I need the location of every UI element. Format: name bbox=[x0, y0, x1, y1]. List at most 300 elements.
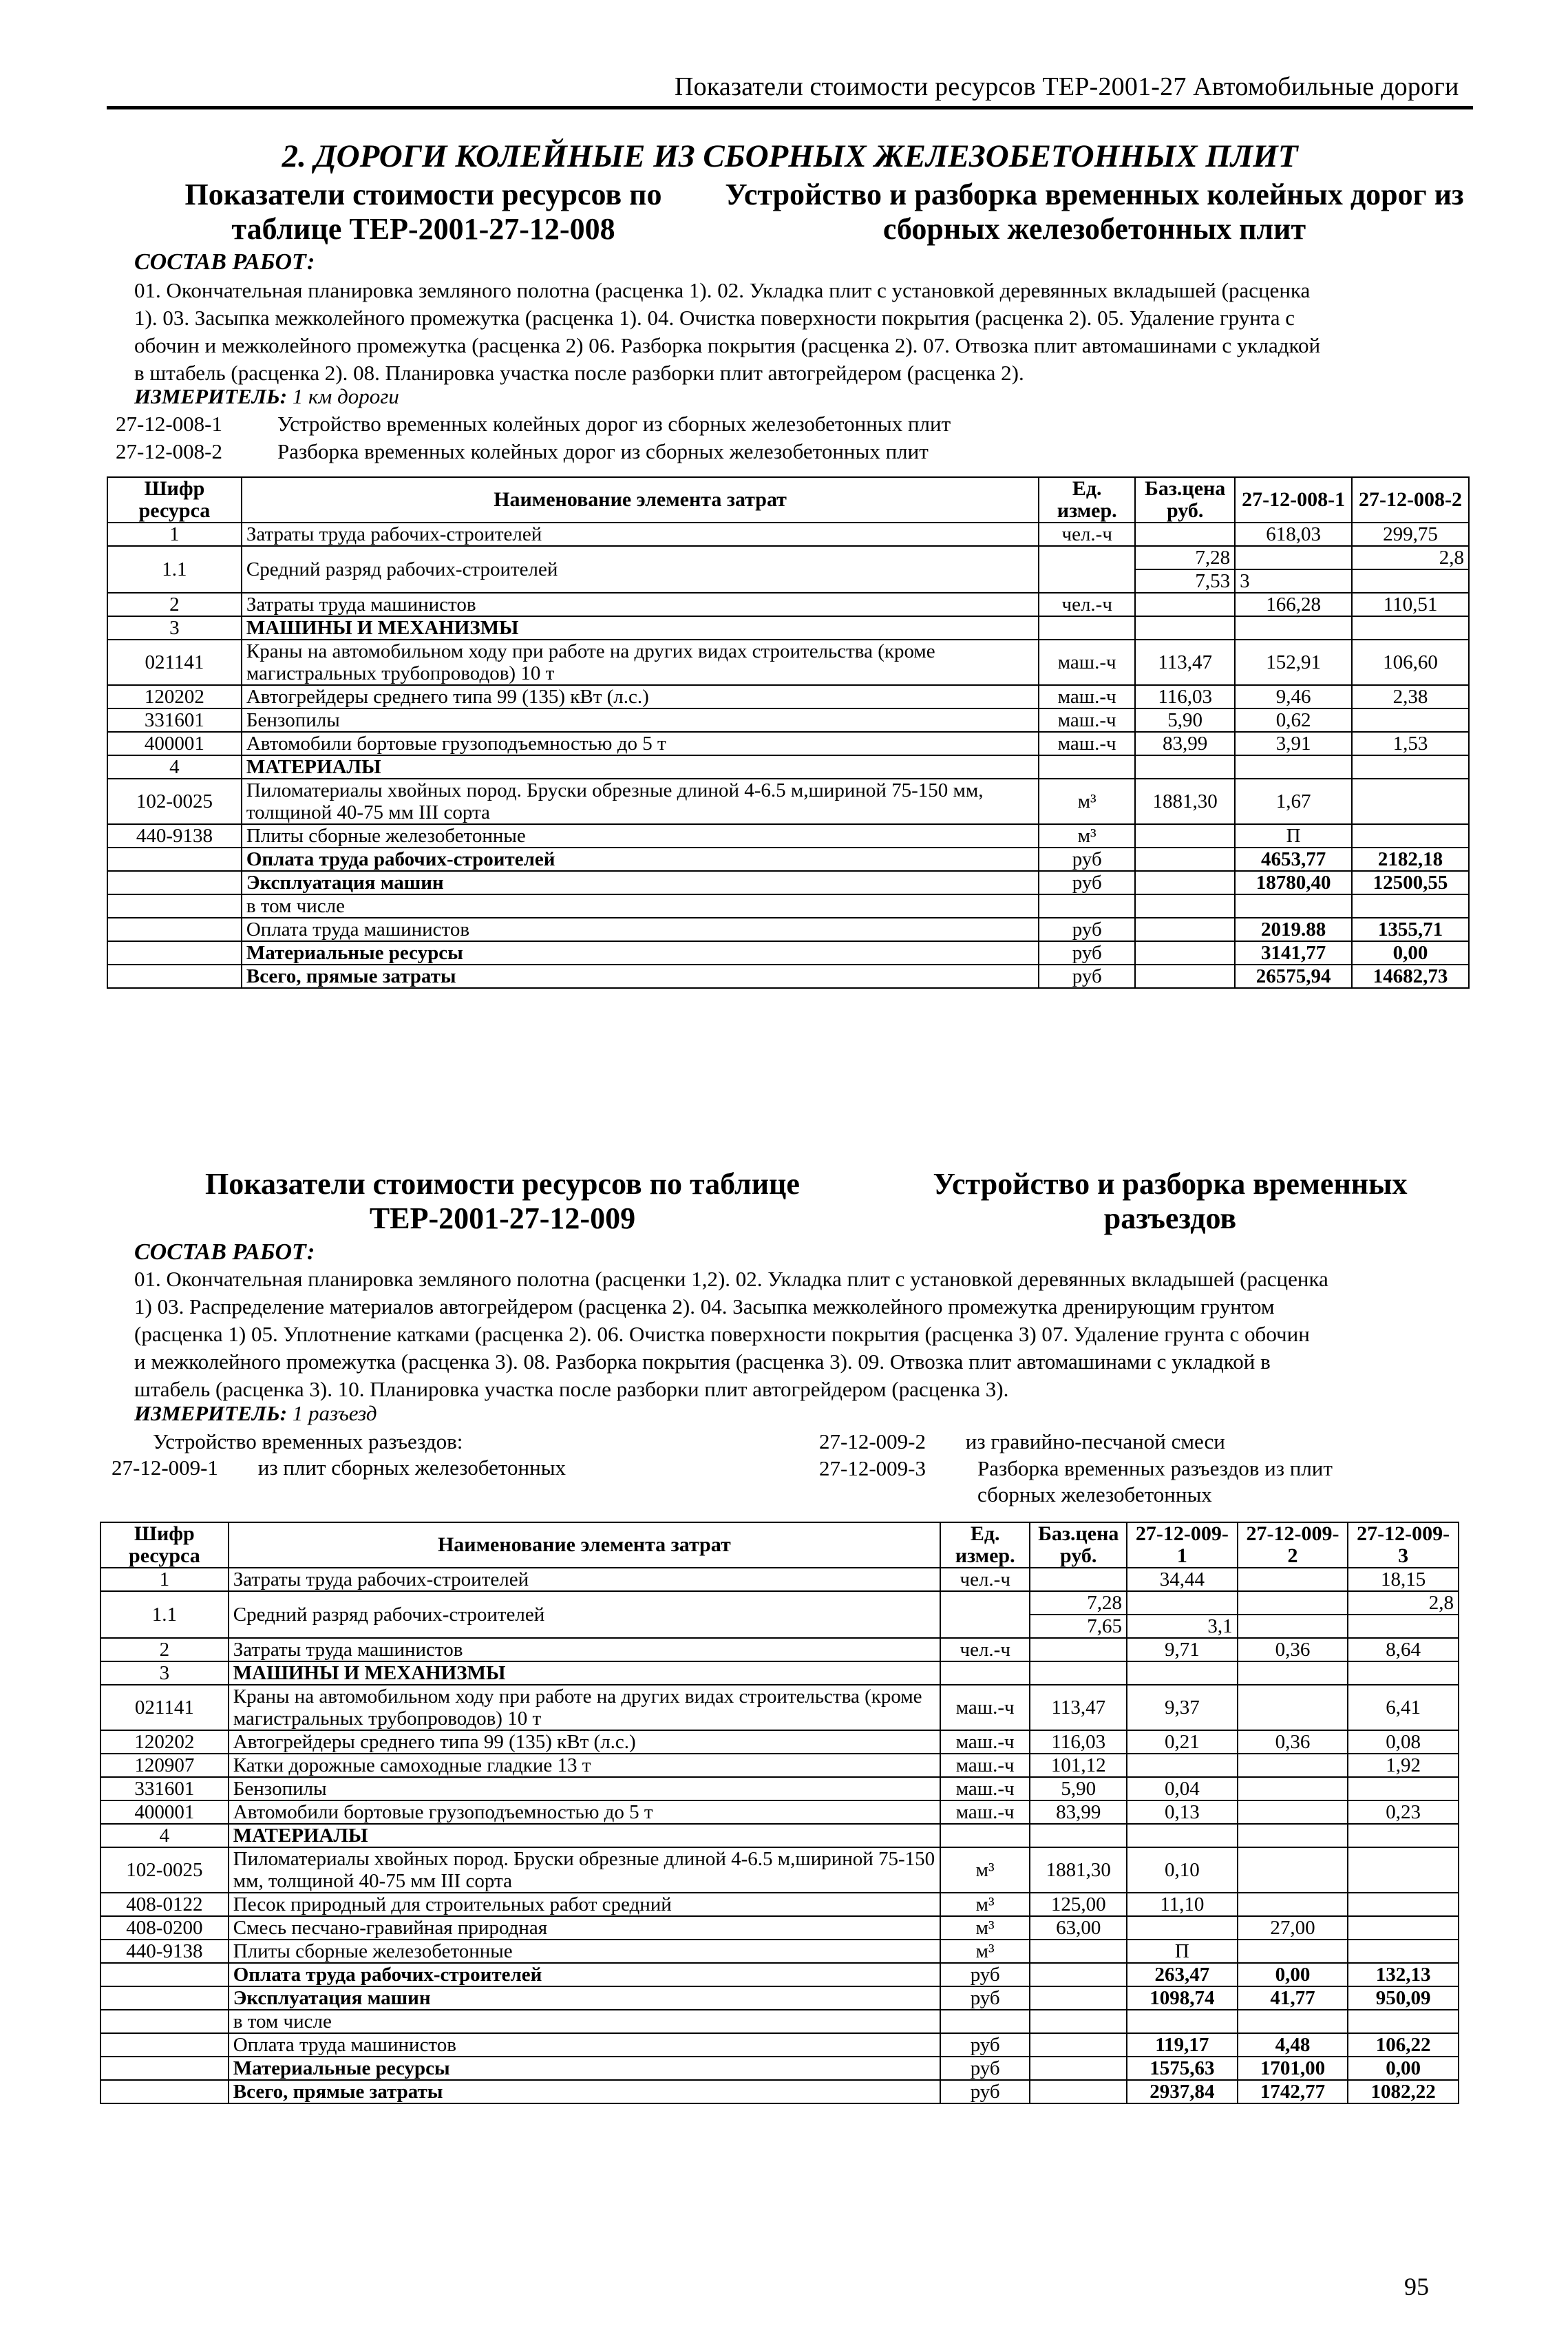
table-cell: Средний разряд рабочих-строителей bbox=[242, 546, 1039, 593]
table-cell bbox=[1127, 2010, 1238, 2033]
table-cell bbox=[1135, 894, 1235, 918]
table-cell: МАТЕРИАЛЫ bbox=[242, 755, 1039, 779]
works-line: обочин и межколейного промежутка (расценка 2) 06. Разборка покрытия (расценка 2). 07. Отвозка плит автомашинами с укладкой bbox=[134, 333, 1321, 357]
table-cell: 0,36 bbox=[1238, 1730, 1348, 1754]
table-cell: 5,90 bbox=[1030, 1777, 1127, 1800]
block2-meter-label: ИЗМЕРИТЕЛЬ: bbox=[134, 1401, 288, 1425]
header-col3: 27-12-009-3 bbox=[1348, 1522, 1459, 1568]
table-cell: руб bbox=[940, 2080, 1030, 2103]
total-row bbox=[100, 1986, 1459, 2010]
works-line: штабель (расценка 3). 10. Планировка участка после разборки плит автогрейдером (расценка 3). bbox=[134, 1377, 1009, 1401]
table-cell: Автогрейдеры среднего типа 99 (135) кВт (л.с.) bbox=[229, 1730, 940, 1754]
table-cell: 0,00 bbox=[1352, 941, 1469, 965]
table-cell: Автомобили бортовые грузоподъемностью до 5 т bbox=[242, 732, 1039, 755]
table-cell bbox=[1238, 1893, 1348, 1916]
table-cell: Автомобили бортовые грузоподъемностью до 5 т bbox=[229, 1800, 940, 1824]
table-cell bbox=[1348, 1615, 1459, 1638]
code-number: 27-12-008-1 bbox=[116, 412, 222, 436]
table-cell bbox=[100, 2057, 229, 2080]
table-cell bbox=[1352, 779, 1469, 824]
block1-code-list bbox=[116, 410, 951, 465]
table-row bbox=[107, 824, 1469, 848]
table-row bbox=[107, 779, 1469, 824]
code-number: 27-12-008-2 bbox=[116, 439, 222, 463]
table-cell: 102-0025 bbox=[100, 1847, 229, 1893]
header-col1: 27-12-009-1 bbox=[1127, 1522, 1238, 1568]
table-cell: 18780,40 bbox=[1235, 871, 1352, 894]
table-cell: 152,91 bbox=[1235, 640, 1352, 685]
table-row bbox=[100, 1824, 1459, 1847]
section-title: 2. ДОРОГИ КОЛЕЙНЫЕ ИЗ СБОРНЫХ ЖЕЛЕЗОБЕТОННЫХ ПЛИТ bbox=[282, 138, 1298, 174]
table-cell bbox=[1238, 1615, 1348, 1638]
table-cell: 12500,55 bbox=[1352, 871, 1469, 894]
block1-title-left bbox=[138, 178, 709, 246]
block1-meter bbox=[134, 384, 399, 409]
table-row bbox=[107, 755, 1469, 779]
table-cell: 102-0025 bbox=[107, 779, 242, 824]
table-cell bbox=[940, 1661, 1030, 1685]
table-row bbox=[100, 1730, 1459, 1754]
block2-title-left-line1: Показатели стоимости ресурсов по таблице bbox=[205, 1167, 800, 1201]
header-code: Шифр ресурса bbox=[100, 1522, 229, 1568]
table-cell: 9,46 bbox=[1235, 685, 1352, 708]
table-cell: 2937,84 bbox=[1127, 2080, 1238, 2103]
table-cell: 41,77 bbox=[1238, 1986, 1348, 2010]
table-cell: руб bbox=[1039, 941, 1135, 965]
table-cell bbox=[1135, 593, 1235, 616]
table-cell: 4653,77 bbox=[1235, 848, 1352, 871]
table-cell bbox=[1135, 871, 1235, 894]
table-cell bbox=[100, 2080, 229, 2103]
table-cell: 0,23 bbox=[1348, 1800, 1459, 1824]
block2-title-right-line2: разъездов bbox=[1103, 1201, 1237, 1235]
table-cell: 83,99 bbox=[1135, 732, 1235, 755]
table-cell bbox=[1030, 1568, 1127, 1591]
table-cell: Смесь песчано-гравийная природная bbox=[229, 1916, 940, 1940]
code-text: из гравийно-песчаной смеси bbox=[965, 1429, 1225, 1453]
table-cell: руб bbox=[1039, 918, 1135, 941]
table-cell: м³ bbox=[940, 1916, 1030, 1940]
header-rule bbox=[107, 106, 1473, 109]
table-cell bbox=[940, 2010, 1030, 2033]
table-row bbox=[100, 1638, 1459, 1661]
table-cell bbox=[107, 871, 242, 894]
table-cell: 1701,00 bbox=[1238, 2057, 1348, 2080]
table-cell: 1098,74 bbox=[1127, 1986, 1238, 2010]
table-cell: 0,10 bbox=[1127, 1847, 1238, 1893]
table-cell: Материальные ресурсы bbox=[242, 941, 1039, 965]
table-cell bbox=[1238, 1568, 1348, 1591]
table-cell bbox=[1127, 1824, 1238, 1847]
table-cell: маш.-ч bbox=[940, 1800, 1030, 1824]
table-cell: маш.-ч bbox=[1039, 685, 1135, 708]
header-price: Баз.цена руб. bbox=[1030, 1522, 1127, 1568]
table-cell: 3 bbox=[100, 1661, 229, 1685]
table-cell: 950,09 bbox=[1348, 1986, 1459, 2010]
table-cell: м³ bbox=[1039, 779, 1135, 824]
table-row bbox=[100, 1893, 1459, 1916]
table-cell: 11,10 bbox=[1127, 1893, 1238, 1916]
table-cell: 113,47 bbox=[1135, 640, 1235, 685]
table-cell: 119,17 bbox=[1127, 2033, 1238, 2057]
table-cell bbox=[1127, 1661, 1238, 1685]
table-cell bbox=[100, 1963, 229, 1986]
table-cell: чел.-ч bbox=[940, 1638, 1030, 1661]
block2-codes-intro: Устройство временных разъездов: bbox=[153, 1429, 463, 1453]
header-price: Баз.цена руб. bbox=[1135, 477, 1235, 523]
running-header: Показатели стоимости ресурсов ТЕР-2001-27 Автомобильные дороги bbox=[675, 72, 1459, 101]
table-cell: 125,00 bbox=[1030, 1893, 1127, 1916]
table-cell bbox=[1348, 1824, 1459, 1847]
table-cell: 110,51 bbox=[1352, 593, 1469, 616]
table-row bbox=[107, 616, 1469, 640]
table-cell: 1082,22 bbox=[1348, 2080, 1459, 2103]
table-cell bbox=[1127, 1754, 1238, 1777]
table-cell: Средний разряд рабочих-строителей bbox=[229, 1591, 940, 1638]
table-cell: 0,08 bbox=[1348, 1730, 1459, 1754]
table-cell: 0,00 bbox=[1348, 2057, 1459, 2080]
table-cell: МАШИНЫ И МЕХАНИЗМЫ bbox=[242, 616, 1039, 640]
header-col2: 27-12-008-2 bbox=[1352, 477, 1469, 523]
table-cell: Бензопилы bbox=[242, 708, 1039, 732]
table-header-row bbox=[100, 1522, 1459, 1568]
table-cell bbox=[1135, 755, 1235, 779]
table-cell bbox=[1135, 941, 1235, 965]
table-cell bbox=[1039, 616, 1135, 640]
table-cell: маш.-ч bbox=[940, 1754, 1030, 1777]
total-row bbox=[107, 918, 1469, 941]
works-line: в штабель (расценка 2). 08. Планировка участка после разборки плит автогрейдером (расценка 2). bbox=[134, 361, 1024, 385]
table-cell: 1,92 bbox=[1348, 1754, 1459, 1777]
table-cell: 1.1 bbox=[100, 1591, 229, 1638]
code-list-item bbox=[116, 438, 951, 465]
table-cell bbox=[1135, 918, 1235, 941]
table-cell: Оплата труда машинистов bbox=[242, 918, 1039, 941]
block1-title-left-line2: таблице ТЕР-2001-27-12-008 bbox=[231, 212, 615, 246]
works-line: 01. Окончательная планировка земляного полотна (расценки 1,2). 02. Укладка плит с установкой деревянных вкладышей (расценка bbox=[134, 1267, 1328, 1291]
table-cell: 299,75 bbox=[1352, 523, 1469, 546]
table-cell: руб bbox=[1039, 965, 1135, 988]
block1-meter-value: 1 км дороги bbox=[292, 384, 399, 408]
table-cell bbox=[1135, 848, 1235, 871]
table-cell: Плиты сборные железобетонные bbox=[242, 824, 1039, 848]
works-line: (расценка 1) 05. Уплотнение катками (расценка 2). 06. Очистка поверхности покрытия (расценка 3) 07. Удаление грунта с обочин bbox=[134, 1322, 1310, 1346]
table-cell: 14682,73 bbox=[1352, 965, 1469, 988]
block1-meter-label: ИЗМЕРИТЕЛЬ: bbox=[134, 384, 288, 408]
code-list-item bbox=[116, 410, 951, 438]
table-cell: 113,47 bbox=[1030, 1685, 1127, 1730]
works-line: 1). 03. Засыпка межколейного промежутка (расценка 1). 04. Очистка поверхности покрытия (расценка 2). 05. Удаление грунта с bbox=[134, 306, 1295, 330]
table-row bbox=[100, 1847, 1459, 1893]
table-cell: 2,8 bbox=[1352, 546, 1469, 569]
total-row bbox=[100, 1963, 1459, 1986]
table-cell: Краны на автомобильном ходу при работе на других видах строительства (кроме магистральных трубопроводов) 10 т bbox=[229, 1685, 940, 1730]
table-row bbox=[107, 640, 1469, 685]
header-name: Наименование элемента затрат bbox=[229, 1522, 940, 1568]
code-number: 27-12-009-1 bbox=[112, 1456, 218, 1480]
table-cell: 83,99 bbox=[1030, 1800, 1127, 1824]
table-row bbox=[100, 1940, 1459, 1963]
table-cell: 408-0200 bbox=[100, 1916, 229, 1940]
header-col1: 27-12-008-1 bbox=[1235, 477, 1352, 523]
table-cell bbox=[1348, 2010, 1459, 2033]
table-cell: П bbox=[1127, 1940, 1238, 1963]
table-cell: 18,15 bbox=[1348, 1568, 1459, 1591]
table-cell: 331601 bbox=[100, 1777, 229, 1800]
block1-works-label: СОСТАВ РАБОТ: bbox=[134, 249, 315, 275]
table-cell bbox=[1352, 894, 1469, 918]
table-cell bbox=[1039, 755, 1135, 779]
total-row bbox=[100, 2057, 1459, 2080]
table-cell: Эксплуатация машин bbox=[229, 1986, 940, 2010]
block2-code-2 bbox=[819, 1429, 1225, 1454]
table-cell: руб bbox=[1039, 848, 1135, 871]
table-cell bbox=[1039, 894, 1135, 918]
table-cell bbox=[1238, 1940, 1348, 1963]
table-cell: 2,38 bbox=[1352, 685, 1469, 708]
table-row bbox=[107, 708, 1469, 732]
table-cell: Краны на автомобильном ходу при работе на других видах строительства (кроме магистральных трубопроводов) 10 т bbox=[242, 640, 1039, 685]
block2-works-text bbox=[134, 1265, 1470, 1403]
block1-works-text bbox=[134, 277, 1470, 387]
table-cell bbox=[1030, 1661, 1127, 1685]
table-cell: 116,03 bbox=[1030, 1730, 1127, 1754]
table-cell: 5,90 bbox=[1135, 708, 1235, 732]
table-cell bbox=[1030, 1963, 1127, 1986]
table-cell: 120202 bbox=[100, 1730, 229, 1754]
table-cell bbox=[1030, 2010, 1127, 2033]
table-cell: Оплата труда рабочих-строителей bbox=[229, 1963, 940, 1986]
table-cell bbox=[1348, 1940, 1459, 1963]
table-cell: маш.-ч bbox=[940, 1685, 1030, 1730]
table-cell: 1742,77 bbox=[1238, 2080, 1348, 2103]
table-cell: 27,00 bbox=[1238, 1916, 1348, 1940]
table-cell: 106,22 bbox=[1348, 2033, 1459, 2057]
code-text: Устройство временных колейных дорог из сборных железобетонных плит bbox=[277, 412, 951, 436]
table-cell: 106,60 bbox=[1352, 640, 1469, 685]
table-cell bbox=[107, 894, 242, 918]
table-cell bbox=[100, 1986, 229, 2010]
block2-title-right-line1: Устройство и разборка временных bbox=[933, 1167, 1408, 1201]
table-cell bbox=[1238, 1685, 1348, 1730]
table-cell: 2 bbox=[107, 593, 242, 616]
table-cell bbox=[1039, 546, 1135, 593]
table-cell bbox=[940, 1824, 1030, 1847]
table-cell: Материальные ресурсы bbox=[229, 2057, 940, 2080]
table-cell: 3,1 bbox=[1127, 1615, 1238, 1638]
table-cell bbox=[1238, 1800, 1348, 1824]
table-cell: м³ bbox=[1039, 824, 1135, 848]
table-cell bbox=[1352, 824, 1469, 848]
table-cell: 021141 bbox=[107, 640, 242, 685]
table-cell bbox=[1352, 708, 1469, 732]
table-cell: 4,48 bbox=[1238, 2033, 1348, 2057]
table-cell: маш.-ч bbox=[940, 1730, 1030, 1754]
block1-title-left-line1: Показатели стоимости ресурсов по bbox=[184, 178, 662, 211]
total-row bbox=[107, 848, 1469, 871]
table-cell bbox=[1030, 1824, 1127, 1847]
table-cell: 1 bbox=[100, 1568, 229, 1591]
header-unit: Ед. измер. bbox=[1039, 477, 1135, 523]
total-row bbox=[107, 965, 1469, 988]
total-row bbox=[107, 871, 1469, 894]
table-cell bbox=[1030, 1638, 1127, 1661]
table-cell: 9,71 bbox=[1127, 1638, 1238, 1661]
table-cell: в том числе bbox=[229, 2010, 940, 2033]
code-text: Разборка временных разъездов из плит сборных железобетонных bbox=[977, 1456, 1333, 1506]
table-cell bbox=[1238, 1824, 1348, 1847]
code-number: 27-12-009-3 bbox=[819, 1456, 926, 1480]
table-cell: 0,36 bbox=[1238, 1638, 1348, 1661]
total-row bbox=[107, 941, 1469, 965]
block2-title-right bbox=[895, 1167, 1445, 1236]
table-cell: руб bbox=[940, 2057, 1030, 2080]
table-cell: 3141,77 bbox=[1235, 941, 1352, 965]
table-cell: 440-9138 bbox=[107, 824, 242, 848]
table-cell: Пиломатериалы хвойных пород. Бруски обрезные длиной 4-6.5 м,шириной 75-150 мм, толщиной 40-75 мм III сорта bbox=[242, 779, 1039, 824]
table-cell: 1,53 bbox=[1352, 732, 1469, 755]
header-code: Шифр ресурса bbox=[107, 477, 242, 523]
table-cell: 4 bbox=[100, 1824, 229, 1847]
block1-title-right bbox=[716, 178, 1473, 246]
table-cell: Катки дорожные самоходные гладкие 13 т bbox=[229, 1754, 940, 1777]
table-row bbox=[100, 1754, 1459, 1777]
table-cell bbox=[1135, 523, 1235, 546]
table-cell: 3 bbox=[107, 616, 242, 640]
table-cell: 1,67 bbox=[1235, 779, 1352, 824]
table-cell: в том числе bbox=[242, 894, 1039, 918]
table-cell: 331601 bbox=[107, 708, 242, 732]
table-cell: 2,8 bbox=[1348, 1591, 1459, 1615]
table-cell bbox=[1348, 1777, 1459, 1800]
table-cell: 1881,30 bbox=[1135, 779, 1235, 824]
table-cell: чел.-ч bbox=[940, 1568, 1030, 1591]
table-cell: 7,28 bbox=[1135, 546, 1235, 569]
table-cell: 26575,94 bbox=[1235, 965, 1352, 988]
table-cell: Оплата труда рабочих-строителей bbox=[242, 848, 1039, 871]
table-row bbox=[107, 523, 1469, 546]
table-cell bbox=[107, 918, 242, 941]
table-cell bbox=[1348, 1661, 1459, 1685]
table-cell: 9,37 bbox=[1127, 1685, 1238, 1730]
table-cell: 1575,63 bbox=[1127, 2057, 1238, 2080]
table-cell: чел.-ч bbox=[1039, 593, 1135, 616]
block2-code-1 bbox=[112, 1456, 566, 1480]
table-row bbox=[100, 1685, 1459, 1730]
table-cell: 0,04 bbox=[1127, 1777, 1238, 1800]
table-cell: 1 bbox=[107, 523, 242, 546]
table-cell bbox=[1030, 1940, 1127, 1963]
table-cell: Песок природный для строительных работ средний bbox=[229, 1893, 940, 1916]
table-cell bbox=[1238, 1754, 1348, 1777]
table-cell: Всего, прямые затраты bbox=[242, 965, 1039, 988]
table-cell: руб bbox=[1039, 871, 1135, 894]
table-cell: 400001 bbox=[100, 1800, 229, 1824]
table-cell: 8,64 bbox=[1348, 1638, 1459, 1661]
table-cell bbox=[940, 1591, 1030, 1638]
table-row bbox=[107, 593, 1469, 616]
table-cell: Затраты труда рабочих-строителей bbox=[242, 523, 1039, 546]
works-line: 01. Окончательная планировка земляного полотна (расценка 1). 02. Укладка плит с установкой деревянных вкладышей (расценка bbox=[134, 278, 1311, 302]
block2-meter bbox=[134, 1401, 377, 1426]
table-cell: Всего, прямые затраты bbox=[229, 2080, 940, 2103]
table-cell: 2182,18 bbox=[1352, 848, 1469, 871]
table-cell bbox=[100, 2010, 229, 2033]
table-cell: МАТЕРИАЛЫ bbox=[229, 1824, 940, 1847]
table-cell bbox=[1352, 569, 1469, 593]
header-col2: 27-12-009-2 bbox=[1238, 1522, 1348, 1568]
works-line: 1) 03. Распределение материалов автогрейдером (расценка 2). 04. Засыпка межколейного промежутка дренирующим грунтом bbox=[134, 1294, 1275, 1319]
table-cell: МАШИНЫ И МЕХАНИЗМЫ bbox=[229, 1661, 940, 1685]
total-row bbox=[100, 2080, 1459, 2103]
table-row bbox=[107, 732, 1469, 755]
table-cell bbox=[1235, 546, 1352, 569]
table-cell bbox=[1238, 1591, 1348, 1615]
table-cell: Пиломатериалы хвойных пород. Бруски обрезные длиной 4-6.5 м,шириной 75-150 мм, толщиной 40-75 мм III сорта bbox=[229, 1847, 940, 1893]
table-cell: чел.-ч bbox=[1039, 523, 1135, 546]
table-cell: м³ bbox=[940, 1893, 1030, 1916]
table-cell: маш.-ч bbox=[940, 1777, 1030, 1800]
table-cell bbox=[1348, 1893, 1459, 1916]
table-cell: 400001 bbox=[107, 732, 242, 755]
table-cell: 116,03 bbox=[1135, 685, 1235, 708]
table-cell bbox=[1238, 1777, 1348, 1800]
table-cell: руб bbox=[940, 1986, 1030, 2010]
table-cell: 263,47 bbox=[1127, 1963, 1238, 1986]
table-cell: маш.-ч bbox=[1039, 708, 1135, 732]
table-cell bbox=[1235, 616, 1352, 640]
table-cell bbox=[107, 848, 242, 871]
table-cell bbox=[1135, 824, 1235, 848]
table-cell: 101,12 bbox=[1030, 1754, 1127, 1777]
table-header-row bbox=[107, 477, 1469, 523]
table-row bbox=[100, 1661, 1459, 1685]
table-cell: 2019.88 bbox=[1235, 918, 1352, 941]
table-cell: Бензопилы bbox=[229, 1777, 940, 1800]
table-cell: 7,65 bbox=[1030, 1615, 1127, 1638]
block1-title-right-line1: Устройство и разборка временных колейных дорог из bbox=[725, 178, 1464, 211]
table-row bbox=[100, 1777, 1459, 1800]
page-number: 95 bbox=[1404, 2273, 1429, 2300]
table-row bbox=[100, 1800, 1459, 1824]
table-cell: 3,91 bbox=[1235, 732, 1352, 755]
table-cell: 0,21 bbox=[1127, 1730, 1238, 1754]
block1-cost-table bbox=[107, 476, 1470, 989]
table-cell: Затраты труда машинистов bbox=[242, 593, 1039, 616]
code-text: Разборка временных колейных дорог из сборных железобетонных плит bbox=[277, 439, 929, 463]
table-cell: 7,28 bbox=[1030, 1591, 1127, 1615]
table-cell: 132,13 bbox=[1348, 1963, 1459, 1986]
table-cell: Затраты труда рабочих-строителей bbox=[229, 1568, 940, 1591]
table-cell bbox=[1348, 1847, 1459, 1893]
table-cell: П bbox=[1235, 824, 1352, 848]
table-cell: 0,62 bbox=[1235, 708, 1352, 732]
table-cell: маш.-ч bbox=[1039, 640, 1135, 685]
table-cell: 4 bbox=[107, 755, 242, 779]
table-cell bbox=[1030, 2080, 1127, 2103]
table-cell: маш.-ч bbox=[1039, 732, 1135, 755]
table-cell bbox=[1238, 1661, 1348, 1685]
table-cell bbox=[1127, 1916, 1238, 1940]
header-name: Наименование элемента затрат bbox=[242, 477, 1039, 523]
block1-title-right-line2: сборных железобетонных плит bbox=[882, 212, 1306, 246]
table-cell bbox=[107, 941, 242, 965]
table-cell: 6,41 bbox=[1348, 1685, 1459, 1730]
block2-works-label: СОСТАВ РАБОТ: bbox=[134, 1239, 315, 1265]
table-cell: м³ bbox=[940, 1940, 1030, 1963]
total-row bbox=[100, 2033, 1459, 2057]
table-cell: 120907 bbox=[100, 1754, 229, 1777]
